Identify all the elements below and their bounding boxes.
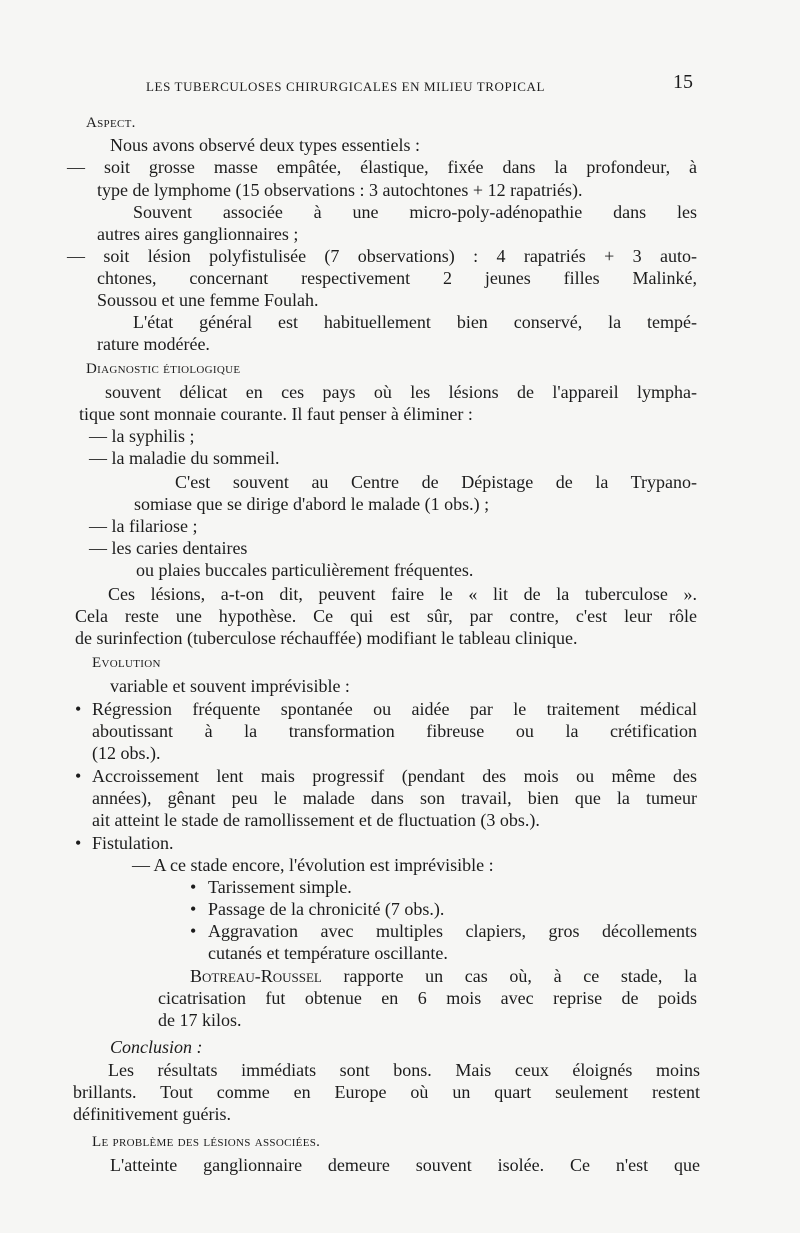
bullet-icon: • xyxy=(190,899,197,919)
section-heading-aspect: Aspect. xyxy=(86,115,136,131)
list-item: Accroissement lent mais progressif (pendant des mois ou même des xyxy=(92,766,697,786)
section-heading-diagnostic: Diagnostic étiologique xyxy=(86,361,241,377)
paragraph-line: rature modérée. xyxy=(97,334,210,354)
section-heading-conclusion: Conclusion : xyxy=(110,1037,203,1057)
paragraph-line: brillants. Tout comme en Europe où un quart seulement restent xyxy=(73,1082,700,1102)
bullet-icon: • xyxy=(75,699,82,719)
section-heading-evolution: Evolution xyxy=(92,655,161,671)
paragraph-line xyxy=(190,966,697,987)
list-item: — la syphilis ; xyxy=(89,426,195,446)
list-item: — la maladie du sommeil. xyxy=(89,448,280,468)
paragraph-line: type de lymphome (15 observations : 3 autochtones + 12 rapatriés). xyxy=(97,180,583,200)
paragraph-line: chtones, concernant respectivement 2 jeunes filles Malinké, xyxy=(97,268,697,288)
paragraph-line: de 17 kilos. xyxy=(158,1010,242,1030)
paragraph-line: Souvent associée à une micro-poly-adénopathie dans les xyxy=(133,202,697,222)
list-item: — les caries dentaires xyxy=(89,538,248,558)
bullet-icon: • xyxy=(75,766,82,786)
paragraph-line: Ces lésions, a-t-on dit, peuvent faire le « lit de la tuberculose ». xyxy=(108,584,697,604)
bullet-icon: • xyxy=(75,833,82,853)
sub-list-item: Aggravation avec multiples clapiers, gros décollements xyxy=(208,921,697,941)
list-item: Régression fréquente spontanée ou aidée par le traitement médical xyxy=(92,699,697,719)
paragraph-line: ou plaies buccales particulièrement fréquentes. xyxy=(136,560,474,580)
paragraph-line: Nous avons observé deux types essentiels : xyxy=(110,135,420,155)
paragraph-line: — soit grosse masse empâtée, élastique, fixée dans la profondeur, à xyxy=(67,157,697,177)
sub-list-item: Tarissement simple. xyxy=(208,877,352,897)
sub-list-item: Passage de la chronicité (7 obs.). xyxy=(208,899,445,919)
paragraph-line: variable et souvent imprévisible : xyxy=(110,676,350,696)
list-item: — la filariose ; xyxy=(89,516,198,536)
paragraph-line: L'atteinte ganglionnaire demeure souvent isolée. Ce n'est que xyxy=(110,1155,700,1175)
paragraph-line: tique sont monnaie courante. Il faut penser à éliminer : xyxy=(79,404,473,424)
paragraph-line: Les résultats immédiats sont bons. Mais ceux éloignés moins xyxy=(108,1060,700,1080)
section-heading-lesions: Le problème des lésions associées. xyxy=(92,1134,321,1150)
paragraph-line: L'état général est habituellement bien conservé, la tempé- xyxy=(133,312,697,332)
bullet-icon: • xyxy=(190,877,197,897)
paragraph-line: autres aires ganglionnaires ; xyxy=(97,224,299,244)
paragraph-line: Cela reste une hypothèse. Ce qui est sûr, par contre, c'est leur rôle xyxy=(75,606,697,626)
paragraph-line: souvent délicat en ces pays où les lésions de l'appareil lympha- xyxy=(105,382,697,402)
list-item: années), gênant peu le malade dans son travail, bien que la tumeur xyxy=(92,788,697,808)
list-item: Fistulation. xyxy=(92,833,174,853)
list-item: (12 obs.). xyxy=(92,743,161,763)
paragraph-line: Soussou et une femme Foulah. xyxy=(97,290,319,310)
paragraph-line: C'est souvent au Centre de Dépistage de la Trypano- xyxy=(175,472,697,492)
paragraph-line: cicatrisation fut obtenue en 6 mois avec reprise de poids xyxy=(158,988,697,1008)
author-name: Botreau-Roussel xyxy=(190,966,322,986)
sub-list-item: cutanés et température oscillante. xyxy=(208,943,448,963)
running-title: LES TUBERCULOSES CHIRURGICALES EN MILIEU TROPICAL xyxy=(146,79,546,94)
list-item: aboutissant à la transformation fibreuse ou la crétification xyxy=(92,721,697,741)
bullet-icon: • xyxy=(190,921,197,941)
paragraph-line: somiase que se dirige d'abord le malade (1 obs.) ; xyxy=(134,494,490,514)
paragraph-line: — A ce stade encore, l'évolution est imprévisible : xyxy=(132,855,494,875)
paragraph-line: de surinfection (tuberculose réchauffée) modifiant le tableau clinique. xyxy=(75,628,578,648)
list-item: ait atteint le stade de ramollissement et de fluctuation (3 obs.). xyxy=(92,810,540,830)
page-number: 15 xyxy=(673,71,693,93)
paragraph-text: rapporte un cas où, à ce stade, la xyxy=(321,966,697,986)
paragraph-line: définitivement guéris. xyxy=(73,1104,231,1124)
paragraph-line: — soit lésion polyfistulisée (7 observations) : 4 rapatriés + 3 auto- xyxy=(67,246,697,266)
